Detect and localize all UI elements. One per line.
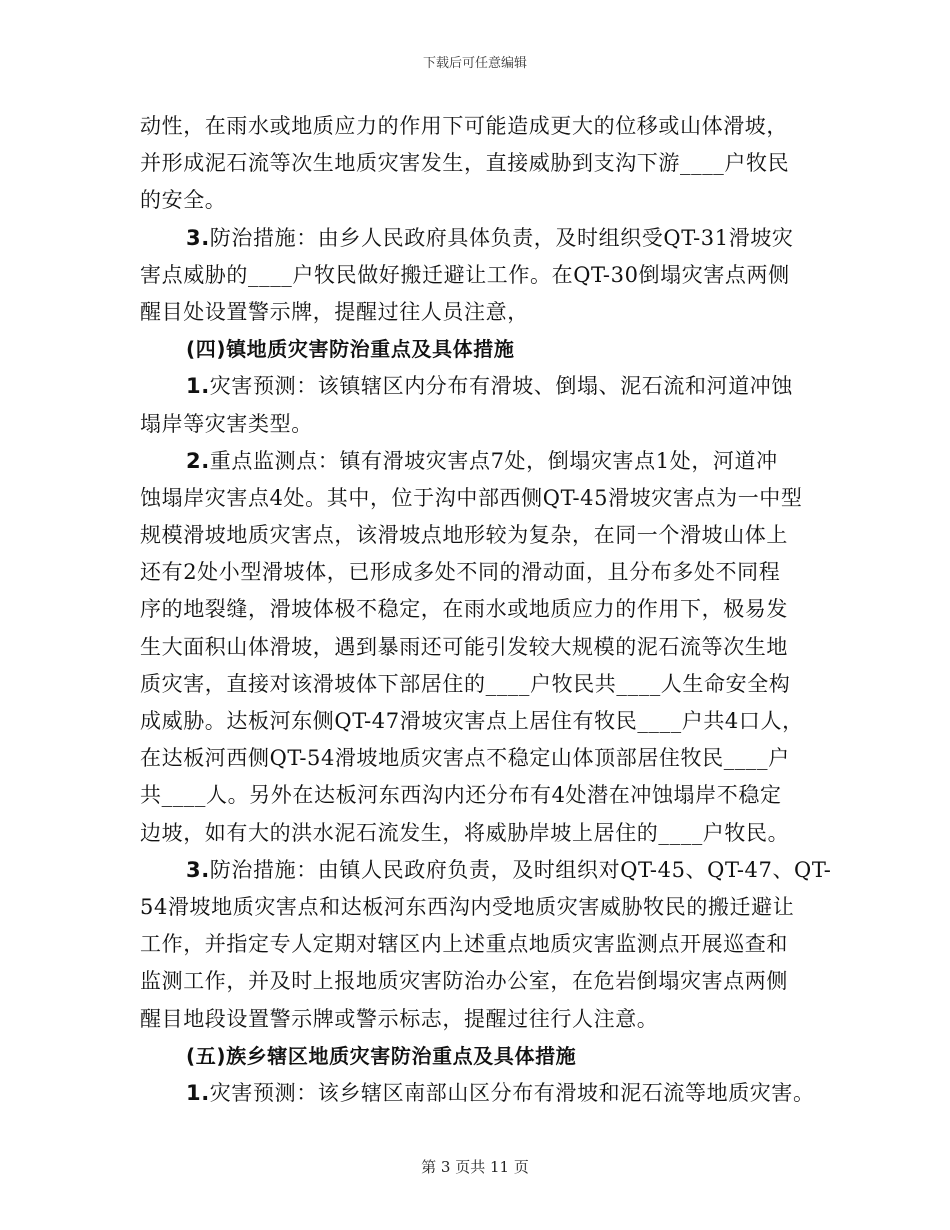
text-line bbox=[140, 406, 810, 443]
text-line bbox=[140, 443, 810, 480]
line-text: 在达板河西侧QT-54滑坡地质灾害点不稳定山体顶部居住牧民____户 bbox=[140, 746, 790, 771]
line-text: (五)族乡辖区地质灾害防治重点及具体措施 bbox=[186, 1043, 577, 1068]
text-line bbox=[140, 220, 810, 257]
text-line bbox=[140, 666, 810, 703]
line-text: (四)镇地质灾害防治重点及具体措施 bbox=[186, 337, 515, 362]
line-text: 的安全。 bbox=[140, 188, 227, 213]
page-footer: 第 3 页共 11 页 bbox=[421, 1158, 529, 1176]
text-line bbox=[140, 554, 810, 591]
text-line bbox=[140, 963, 810, 1000]
line-text: 成威胁。达板河东侧QT-47滑坡灾害点上居住有牧民____户共4口人， bbox=[140, 709, 804, 733]
page-header: 下载后可任意编辑 bbox=[422, 56, 527, 71]
text-line bbox=[140, 294, 810, 331]
line-text: 醒目处设置警示牌，提醒过往人员注意， bbox=[140, 299, 529, 324]
text-line bbox=[140, 926, 810, 963]
line-text: 蚀塌岸灾害点4处。其中，位于沟中部西侧QT-45滑坡灾害点为一中型 bbox=[140, 485, 803, 510]
text-line bbox=[140, 777, 810, 814]
text-line bbox=[140, 145, 810, 182]
section-heading bbox=[140, 331, 810, 368]
text-line bbox=[140, 889, 810, 926]
line-text: 灾害预测：该镇辖区内分布有滑坡、倒塌、泥石流和河道冲蚀 bbox=[209, 374, 793, 399]
item-number: 1. bbox=[186, 1080, 210, 1105]
text-line bbox=[140, 703, 810, 740]
line-text: 54滑坡地质灾害点和达板河东西沟内受地质灾害威胁牧民的搬迁避让 bbox=[140, 894, 795, 919]
line-text: 防治措施：由乡人民政府具体负责，及时组织受QT-31滑坡灾 bbox=[209, 225, 794, 250]
line-text: 塌岸等灾害类型。 bbox=[140, 411, 313, 436]
text-line bbox=[140, 629, 810, 666]
line-text: 生大面积山体滑坡，遇到暴雨还可能引发较大规模的泥石流等次生地 bbox=[140, 634, 788, 659]
text-line bbox=[140, 480, 810, 517]
text-line bbox=[140, 517, 810, 554]
text-line bbox=[140, 108, 810, 145]
text-line bbox=[140, 1075, 815, 1112]
line-text: 序的地裂缝，滑坡体极不稳定，在雨水或地质应力的作用下，极易发 bbox=[140, 597, 788, 622]
line-text: 并形成泥石流等次生地质灾害发生，直接威胁到支沟下游____户牧民 bbox=[140, 151, 790, 176]
item-number: 3. bbox=[186, 857, 210, 882]
line-text: 重点监测点：镇有滑坡灾害点7处，倒塌灾害点1处，河道冲 bbox=[209, 448, 778, 473]
line-text: 边坡，如有大的洪水泥石流发生，将威胁岸坡上居住的____户牧民。 bbox=[140, 820, 790, 845]
line-text: 灾害预测：该乡辖区南部山区分布有滑坡和泥石流等地质灾害。 bbox=[209, 1080, 815, 1105]
line-text: 防治措施：由镇人民政府负责，及时组织对QT-45、QT-47、QT- bbox=[209, 857, 832, 882]
line-text: 工作，并指定专人定期对辖区内上述重点地质灾害监测点开展巡查和 bbox=[140, 932, 788, 957]
text-line bbox=[140, 368, 810, 405]
line-text: 还有2处小型滑坡体，已形成多处不同的滑动面，且分布多处不同程 bbox=[140, 560, 781, 585]
section-heading bbox=[140, 1038, 810, 1075]
line-text: 监测工作，并及时上报地质灾害防治办公室，在危岩倒塌灾害点两侧 bbox=[140, 969, 788, 994]
item-number: 2. bbox=[186, 448, 210, 473]
line-text: 醒目地段设置警示牌或警示标志，提醒过往行人注意。 bbox=[140, 1006, 659, 1031]
item-number: 3. bbox=[186, 225, 210, 250]
line-text: 动性，在雨水或地质应力的作用下可能造成更大的位移或山体滑坡， bbox=[140, 114, 788, 138]
line-text: 规模滑坡地质灾害点，该滑坡点地形较为复杂，在同一个滑坡山体上 bbox=[140, 523, 788, 548]
line-text: 质灾害，直接对该滑坡体下部居住的____户牧民共____人生命安全构 bbox=[140, 671, 791, 696]
text-line bbox=[140, 257, 810, 294]
item-number: 1. bbox=[186, 374, 210, 399]
text-line bbox=[140, 740, 810, 777]
text-line bbox=[140, 182, 810, 219]
text-line bbox=[140, 591, 810, 628]
text-line bbox=[140, 852, 832, 889]
text-line bbox=[140, 1001, 810, 1038]
document-body bbox=[140, 108, 832, 1112]
line-text: 共____人。另外在达板河东西沟内还分布有4处潜在冲蚀塌岸不稳定 bbox=[140, 783, 782, 808]
text-line bbox=[140, 815, 810, 852]
line-text: 害点威胁的____户牧民做好搬迁避让工作。在QT-30倒塌灾害点两侧 bbox=[140, 262, 790, 287]
